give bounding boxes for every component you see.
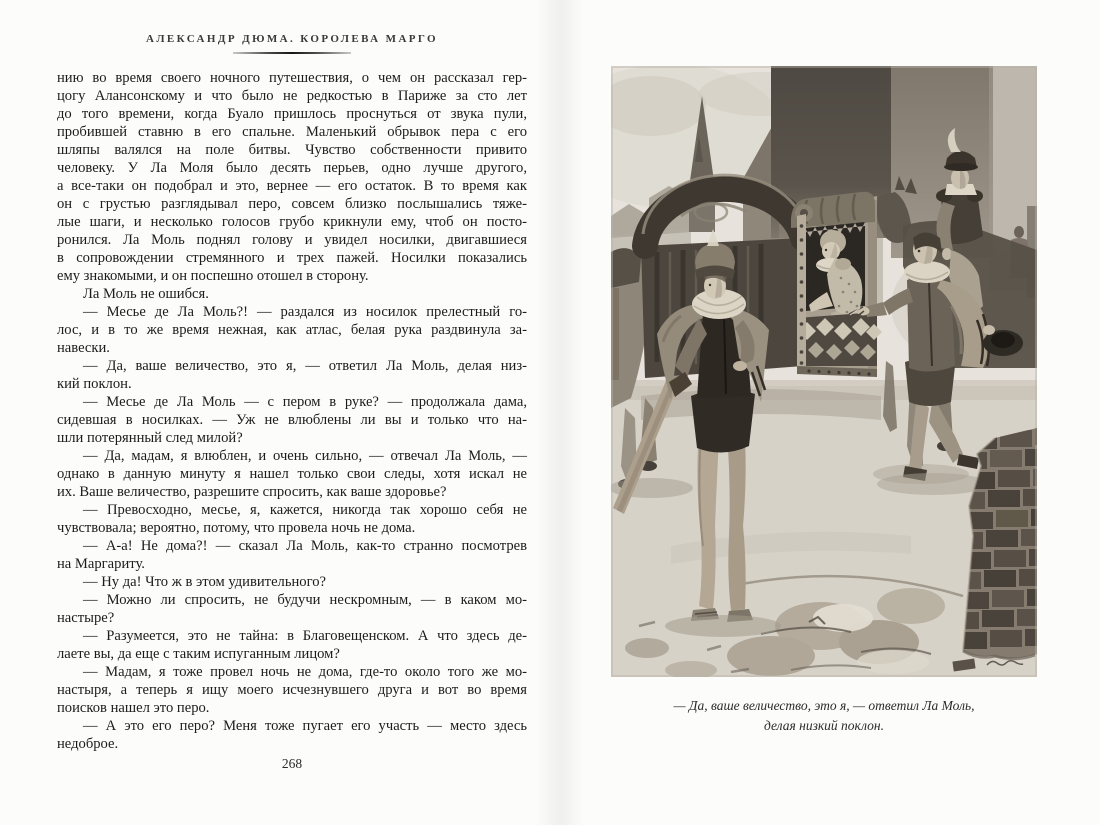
text-line: Ла Моль не ошибся. [83,286,209,302]
text-line: до того времени, когда Буало пришлось проснуться от звука пули, [57,106,527,122]
paragraph [57,393,527,447]
text-line: в сопровождении стремянного и трех пажей. Носилки показались [57,250,527,266]
text-line: на Маргариту. [57,556,145,572]
text-line: чувствовала; вероятно, потому, что провела ночь не дома. [57,520,416,536]
text-line: — Мадам, я тоже провел ночь не дома, где-то около того же мо- [83,664,527,680]
text-line: поисков нашел это перо. [57,700,210,716]
text-line: — Можно ли спросить, не будучи нескромным, — в каком мо- [83,592,527,608]
illustration-la-mole-litter [611,66,1037,677]
text-line: пробившей ставню в его спальне. Маленький обрывок пера с его [57,124,527,140]
running-head: АЛЕКСАНДР ДЮМА. КОРОЛЕВА МАРГО [145,33,438,45]
text-line: человеку. У Ла Моля было десять перьев, одно лучше другого, [57,160,527,176]
right-page [611,66,1037,736]
paragraph [57,285,527,303]
text-line: настыря, а теперь я ищу моего исчезнувшего друга и вот во время [57,682,527,698]
text-line: ронился. Ла Моль поднял голову и увидел носилки, двигавшиеся [57,232,527,248]
paragraph [57,591,527,627]
text-line: — Да, ваше величество, это я, — ответил Ла Моль, делая низ- [83,358,527,374]
paragraph [57,69,527,285]
illustration-caption [611,696,1037,736]
text-line: кий поклон. [57,376,132,392]
text-line: лаете вы, да еще с таким испуганным лицом? [57,646,340,662]
text-line: однако в данную минуту я нашел только свои следы, хотя искал не [57,466,527,482]
paragraph [57,501,527,537]
running-head-rule [233,52,351,54]
text-line: — Да, мадам, я влюблен, и очень сильно, — отвечал Ла Моль, — [83,448,527,464]
text-line: настыре? [57,610,115,626]
paragraph [57,537,527,573]
caption-line-1: — Да, ваше величество, это я, — ответил Ла Моль, [673,698,975,713]
paragraph [57,627,527,663]
text-line: а все-таки он подобрал и это, вернее — его остаток. В то время как [57,178,527,194]
text-line: лые шаги, и несколько голосов грубо крикнули ему, чтоб он посто- [57,214,527,230]
caption-line-2: делая низкий поклон. [764,718,884,733]
text-line: сидевшая в носилках. — Уж не влюблены ли вы и только что на- [57,412,527,428]
text-line: лос, и в то же время нежная, как атлас, белая рука раздвинула за- [57,322,527,338]
text-line: — А-а! Не дома?! — сказал Ла Моль, как-то странно посмотрев [83,538,527,554]
text-line: ему знакомыми, и он поспешно отошел в сторону. [57,268,369,284]
text-line: — Месье де Ла Моль?! — раздался из носилок прелестный го- [83,304,527,320]
text-line: шли потерянный след милой? [57,430,243,446]
text-line: недоброе. [57,736,119,752]
text-line: цогу Алансонскому и что было не редкостью в Париже за сто лет [57,88,527,104]
left-page [57,33,527,753]
text-line: — Превосходно, месье, я, кажется, никогда так хорошо себя не [83,502,527,518]
text-line: шляпы валялся на поле битвы. Чувство собственности привито [57,142,527,158]
page-gutter-shadow [536,0,584,825]
text-line: нию во время своего ночного путешествия, о чем он рассказал гер- [57,70,527,86]
text-line: — Месье де Ла Моль — с пером в руке? — продолжала дама, [83,394,527,410]
text-block [57,69,527,753]
page-number: 268 [281,756,303,771]
paragraph [57,663,527,717]
paragraph [57,303,527,357]
text-line: их. Ваше величество, разрешите спросить, как ваше здоровье? [57,484,447,500]
paragraph [57,717,527,753]
paragraph [57,447,527,501]
paragraph [57,357,527,393]
text-line: — Ну да! Что ж в этом удивительного? [83,574,326,590]
text-line: — А это его перо? Меня тоже пугает его участь — место здесь [83,718,527,734]
text-line: навески. [57,340,110,356]
paragraph [57,573,527,591]
text-line: он с грустью разглядывал перо, совсем близко послышались тяже- [57,196,527,212]
text-line: — Разумеется, это не тайна: в Благовещенском. А что здесь де- [83,628,527,644]
